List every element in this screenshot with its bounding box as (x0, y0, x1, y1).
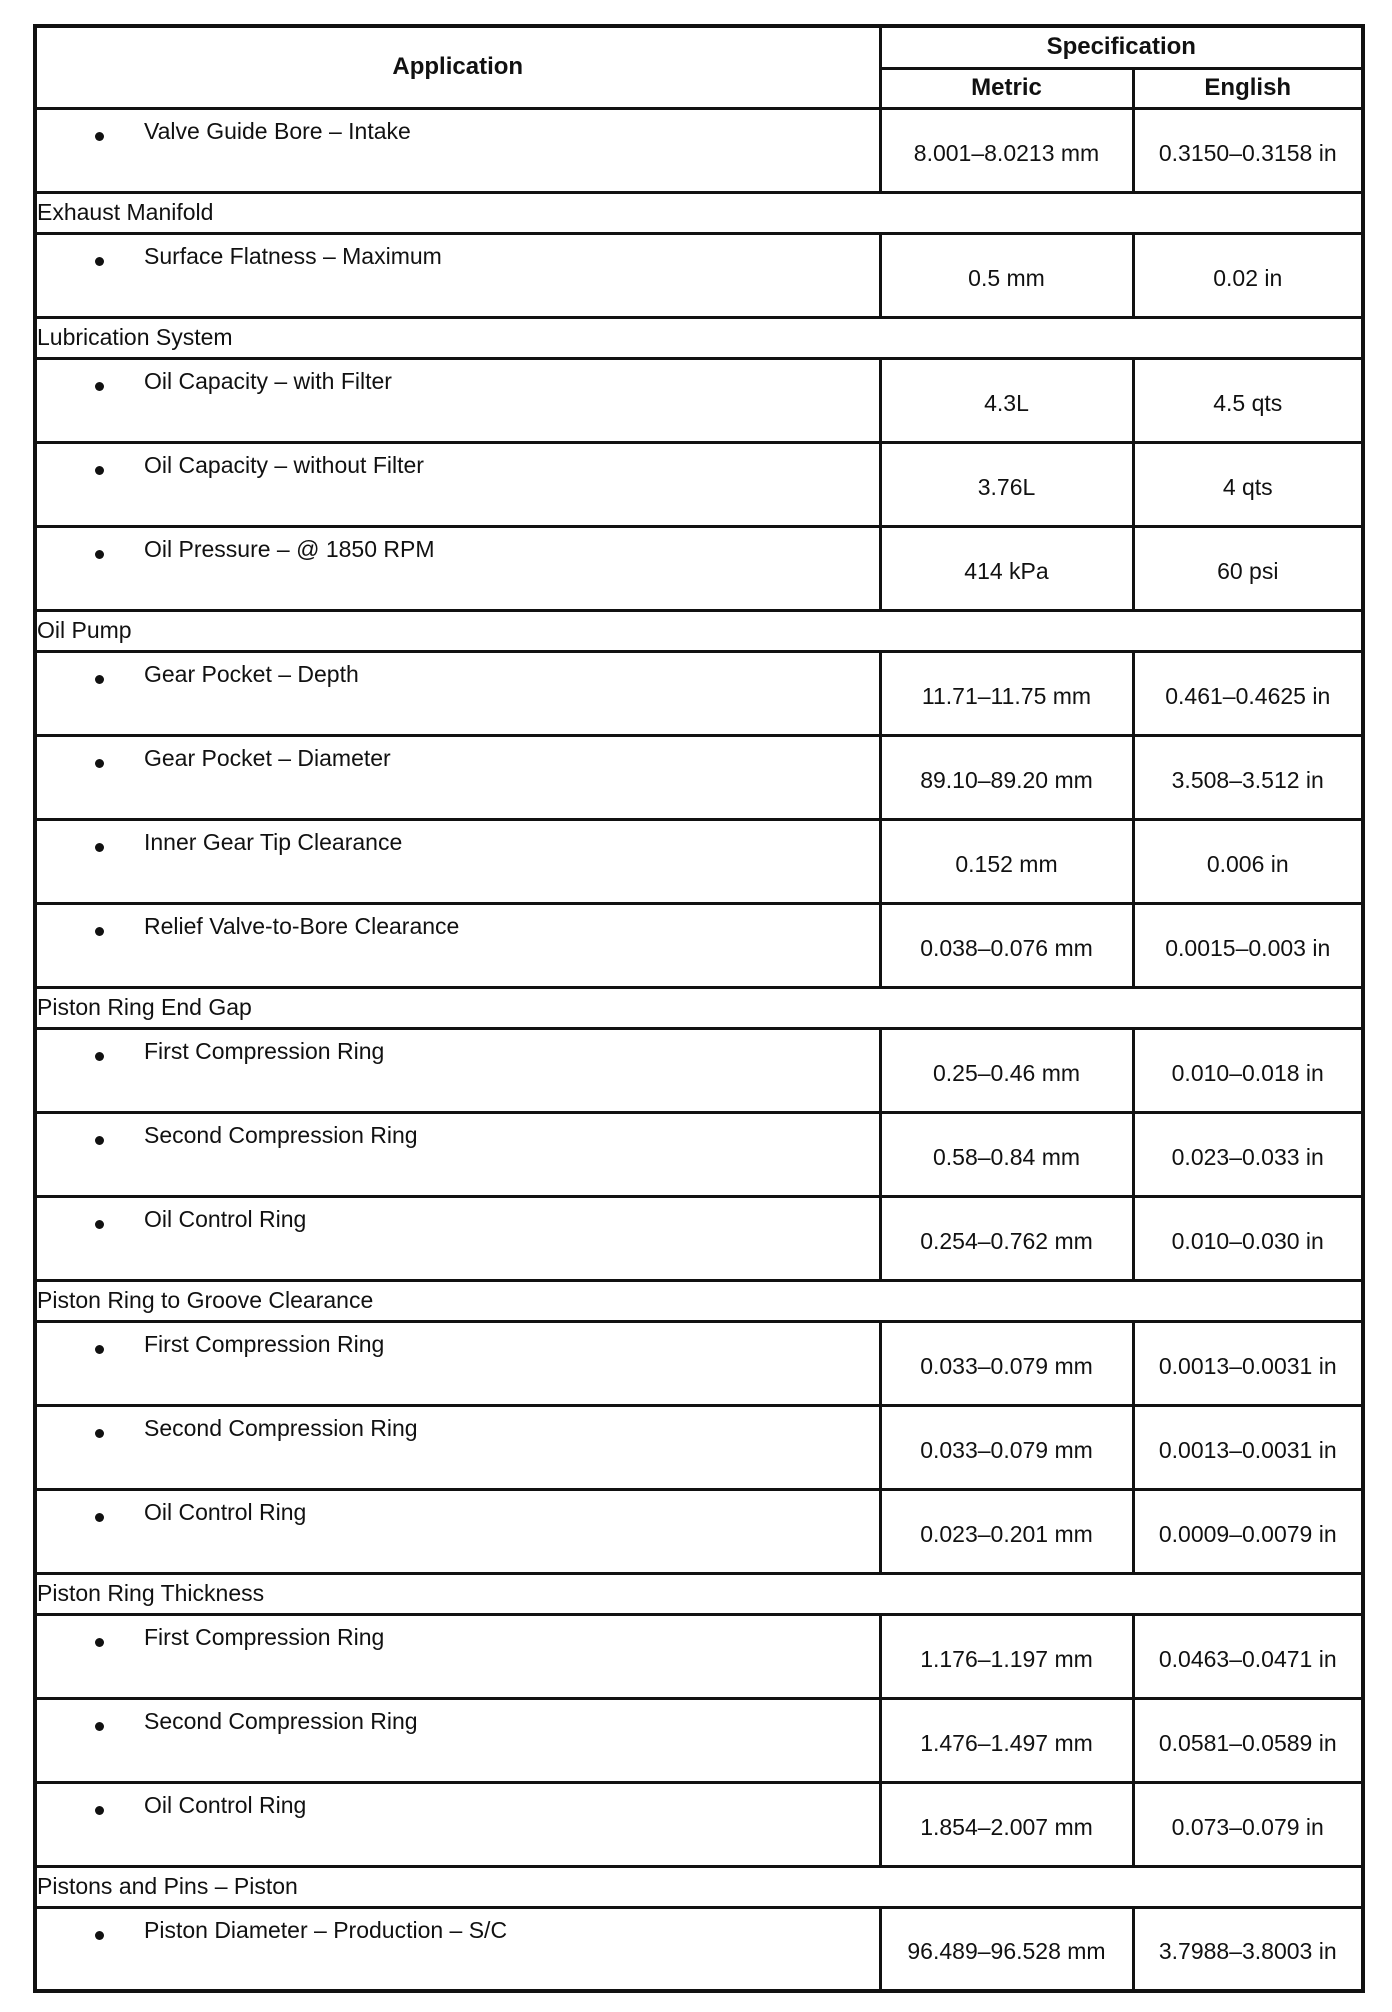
application-label: Second Compression Ring (144, 1414, 418, 1441)
application-cell (35, 1698, 880, 1782)
table-row (35, 233, 1363, 317)
bullet-icon (95, 1722, 104, 1731)
bullet-icon (95, 466, 104, 475)
application-cell (35, 1405, 880, 1489)
bullet-icon (95, 1931, 104, 1940)
english-value: 60 psi (1133, 526, 1363, 610)
application-label: Oil Control Ring (144, 1205, 307, 1232)
table-row (35, 1405, 1363, 1489)
metric-value: 89.10–89.20 mm (880, 735, 1133, 819)
bullet-icon (95, 1220, 104, 1229)
section-heading: Piston Ring to Groove Clearance (35, 1280, 1363, 1321)
metric-value: 4.3L (880, 358, 1133, 442)
english-value: 0.02 in (1133, 233, 1363, 317)
metric-value: 0.152 mm (880, 819, 1133, 903)
application-label: Oil Control Ring (144, 1791, 307, 1818)
application-cell (35, 108, 880, 192)
bullet-icon (95, 132, 104, 141)
application-cell (35, 1614, 880, 1698)
english-value: 0.0015–0.003 in (1133, 903, 1363, 987)
table-header (35, 26, 1363, 108)
table-row (35, 735, 1363, 819)
metric-value: 0.254–0.762 mm (880, 1196, 1133, 1280)
bullet-icon (95, 382, 104, 391)
english-value: 0.0581–0.0589 in (1133, 1698, 1363, 1782)
metric-value: 1.176–1.197 mm (880, 1614, 1133, 1698)
application-cell (35, 1782, 880, 1866)
application-label: Oil Control Ring (144, 1498, 307, 1525)
application-cell (35, 903, 880, 987)
table-row (35, 358, 1363, 442)
section-heading: Pistons and Pins – Piston (35, 1866, 1363, 1907)
english-value: 4 qts (1133, 442, 1363, 526)
application-label: Second Compression Ring (144, 1707, 418, 1734)
bullet-icon (95, 1345, 104, 1354)
english-value: 4.5 qts (1133, 358, 1363, 442)
application-column-header: Application (35, 26, 880, 108)
metric-value: 1.854–2.007 mm (880, 1782, 1133, 1866)
application-cell (35, 233, 880, 317)
application-cell (35, 1112, 880, 1196)
table-row (35, 903, 1363, 987)
table-row (35, 526, 1363, 610)
application-label: Valve Guide Bore – Intake (144, 117, 411, 144)
section-row (35, 610, 1363, 651)
table-row (35, 1698, 1363, 1782)
table-row (35, 651, 1363, 735)
metric-value: 0.038–0.076 mm (880, 903, 1133, 987)
section-row (35, 1280, 1363, 1321)
specification-column-header: Specification (880, 26, 1363, 68)
application-cell (35, 358, 880, 442)
application-cell (35, 1028, 880, 1112)
metric-value: 3.76L (880, 442, 1133, 526)
application-label: Oil Pressure – @ 1850 RPM (144, 535, 435, 562)
section-heading: Exhaust Manifold (35, 192, 1363, 233)
english-value: 0.006 in (1133, 819, 1363, 903)
table-row (35, 442, 1363, 526)
english-value: 0.0013–0.0031 in (1133, 1321, 1363, 1405)
bullet-icon (95, 927, 104, 936)
section-row (35, 987, 1363, 1028)
metric-value: 1.476–1.497 mm (880, 1698, 1133, 1782)
application-label: First Compression Ring (144, 1330, 385, 1357)
application-label: Oil Capacity – with Filter (144, 367, 392, 394)
bullet-icon (95, 1513, 104, 1522)
metric-value: 414 kPa (880, 526, 1133, 610)
table-row (35, 1321, 1363, 1405)
application-label: First Compression Ring (144, 1037, 385, 1064)
section-heading: Oil Pump (35, 610, 1363, 651)
application-label: Gear Pocket – Diameter (144, 744, 391, 771)
section-row (35, 1866, 1363, 1907)
metric-value: 0.58–0.84 mm (880, 1112, 1133, 1196)
table-row (35, 1196, 1363, 1280)
application-label: Relief Valve-to-Bore Clearance (144, 912, 460, 939)
bullet-icon (95, 1052, 104, 1061)
bullet-icon (95, 1429, 104, 1438)
application-label: Piston Diameter – Production – S/C (144, 1916, 508, 1943)
section-row (35, 317, 1363, 358)
bullet-icon (95, 257, 104, 266)
section-heading: Piston Ring End Gap (35, 987, 1363, 1028)
table-body (35, 108, 1363, 1991)
table-row (35, 1489, 1363, 1573)
english-value: 0.010–0.030 in (1133, 1196, 1363, 1280)
table-row (35, 819, 1363, 903)
english-value: 0.023–0.033 in (1133, 1112, 1363, 1196)
english-column-header: English (1133, 68, 1363, 108)
application-cell (35, 1489, 880, 1573)
application-cell (35, 442, 880, 526)
application-cell (35, 1321, 880, 1405)
section-heading: Lubrication System (35, 317, 1363, 358)
application-label: Oil Capacity – without Filter (144, 451, 424, 478)
application-cell (35, 735, 880, 819)
metric-value: 0.023–0.201 mm (880, 1489, 1133, 1573)
english-value: 0.0013–0.0031 in (1133, 1405, 1363, 1489)
section-row (35, 192, 1363, 233)
table-row (35, 1907, 1363, 1991)
bullet-icon (95, 1638, 104, 1647)
application-cell (35, 1196, 880, 1280)
metric-value: 0.033–0.079 mm (880, 1321, 1133, 1405)
bullet-icon (95, 1806, 104, 1815)
metric-value: 8.001–8.0213 mm (880, 108, 1133, 192)
metric-value: 0.5 mm (880, 233, 1133, 317)
bullet-icon (95, 843, 104, 852)
english-value: 3.7988–3.8003 in (1133, 1907, 1363, 1991)
metric-value: 11.71–11.75 mm (880, 651, 1133, 735)
bullet-icon (95, 759, 104, 768)
application-cell (35, 819, 880, 903)
table-row (35, 1614, 1363, 1698)
table-row (35, 108, 1363, 192)
bullet-icon (95, 550, 104, 559)
english-value: 0.010–0.018 in (1133, 1028, 1363, 1112)
english-value: 0.073–0.079 in (1133, 1782, 1363, 1866)
english-value: 0.0463–0.0471 in (1133, 1614, 1363, 1698)
table-row (35, 1112, 1363, 1196)
application-label: Gear Pocket – Depth (144, 660, 359, 687)
section-row (35, 1573, 1363, 1614)
english-value: 3.508–3.512 in (1133, 735, 1363, 819)
table-row (35, 1028, 1363, 1112)
table-row (35, 1782, 1363, 1866)
metric-value: 96.489–96.528 mm (880, 1907, 1133, 1991)
application-cell (35, 1907, 880, 1991)
application-label: Inner Gear Tip Clearance (144, 828, 403, 855)
metric-value: 0.25–0.46 mm (880, 1028, 1133, 1112)
section-heading: Piston Ring Thickness (35, 1573, 1363, 1614)
bullet-icon (95, 1136, 104, 1145)
english-value: 0.0009–0.0079 in (1133, 1489, 1363, 1573)
bullet-icon (95, 675, 104, 684)
metric-value: 0.033–0.079 mm (880, 1405, 1133, 1489)
application-label: Surface Flatness – Maximum (144, 242, 442, 269)
application-cell (35, 526, 880, 610)
application-label: First Compression Ring (144, 1623, 385, 1650)
metric-column-header: Metric (880, 68, 1133, 108)
application-cell (35, 651, 880, 735)
english-value: 0.461–0.4625 in (1133, 651, 1363, 735)
english-value: 0.3150–0.3158 in (1133, 108, 1363, 192)
application-label: Second Compression Ring (144, 1121, 418, 1148)
specification-table (33, 24, 1365, 1993)
